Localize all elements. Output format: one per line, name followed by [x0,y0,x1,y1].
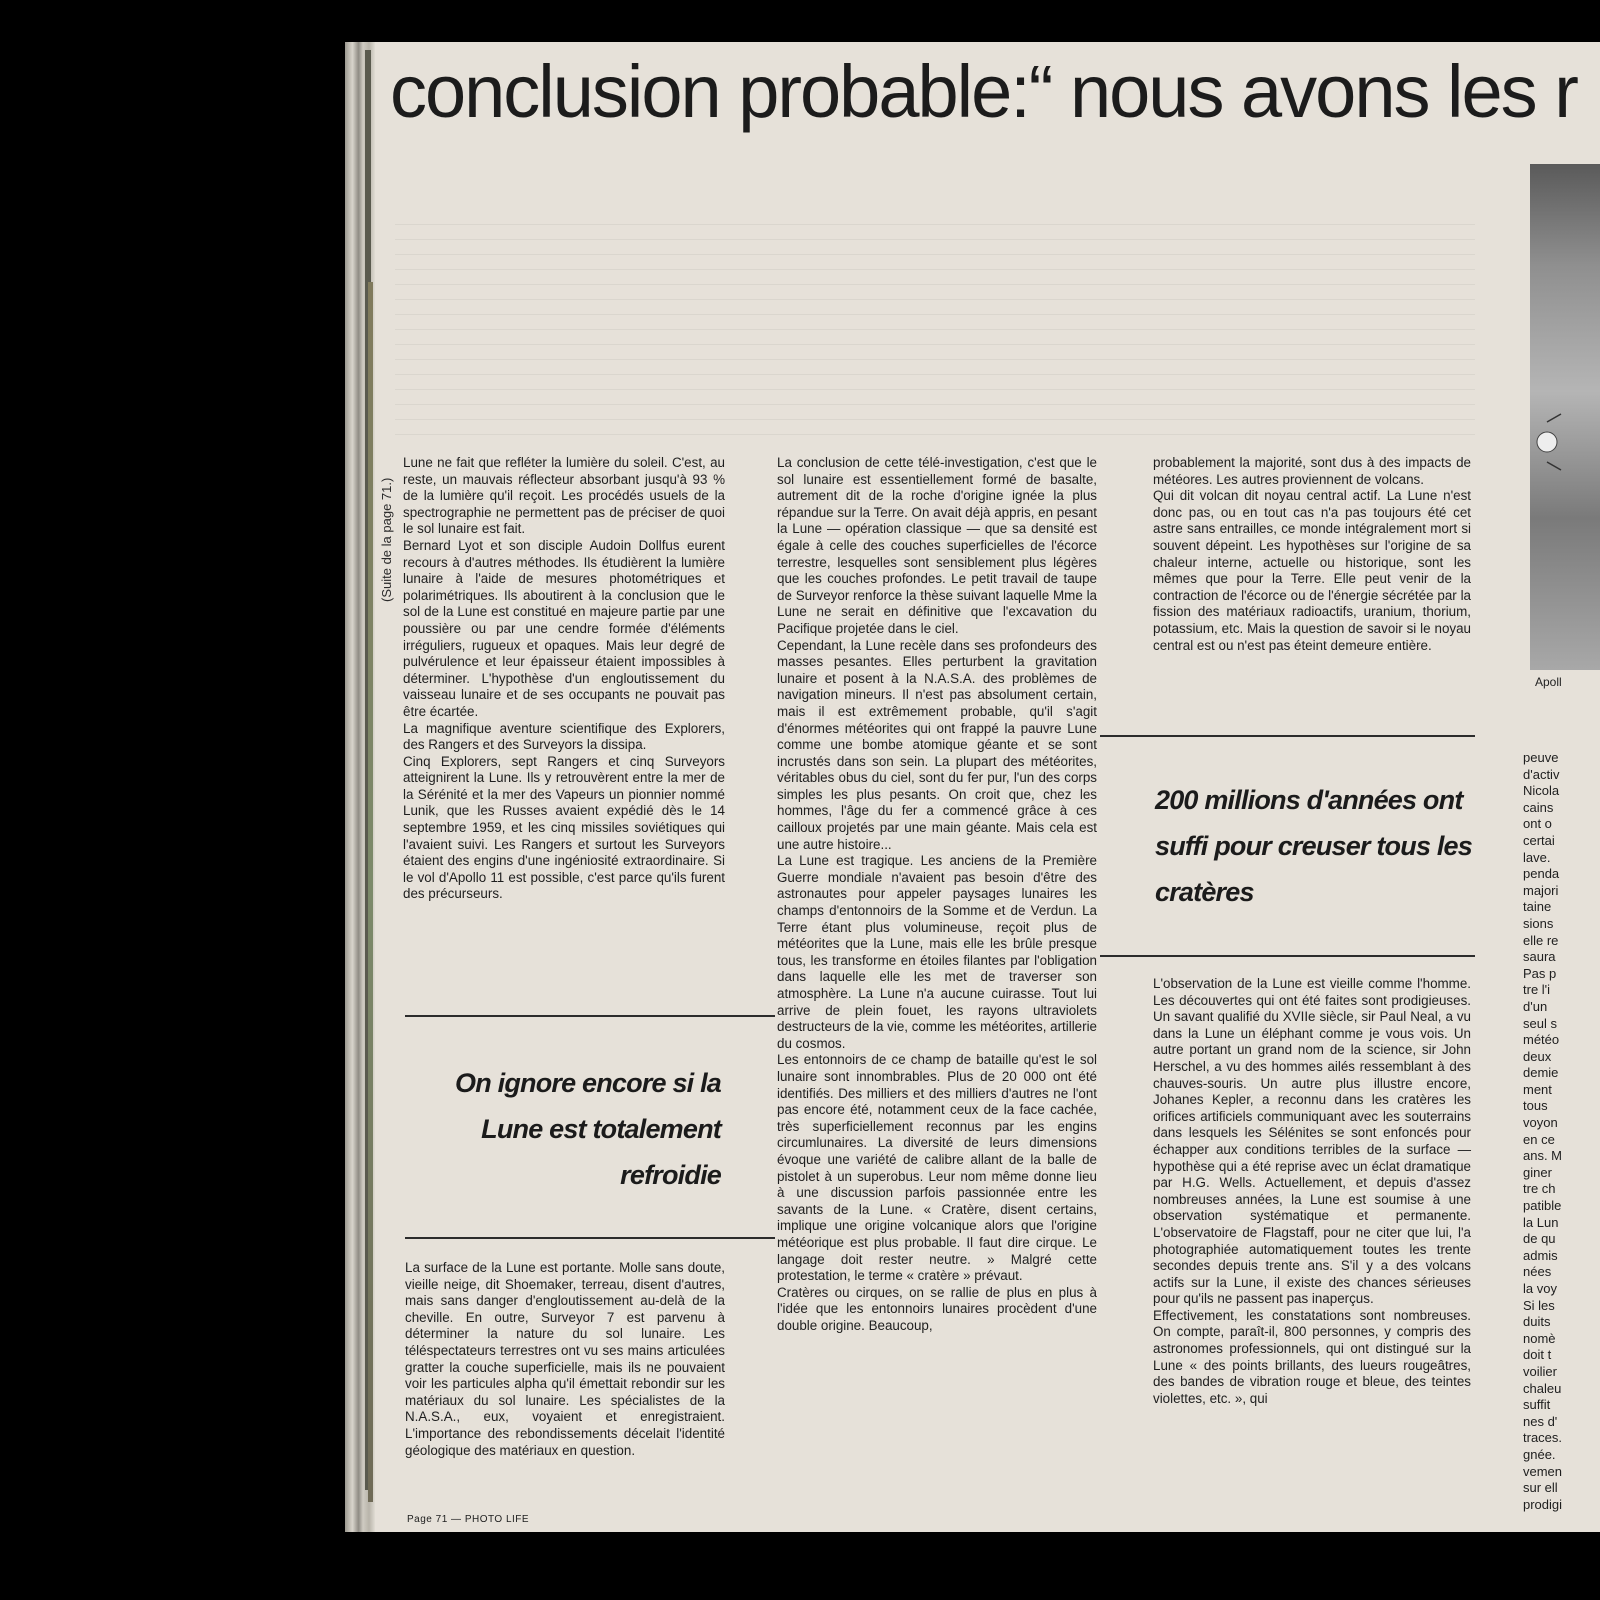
blank-lined-area [395,210,1475,440]
text-fragment: giner [1523,1164,1552,1180]
paragraph: Cinq Explorers, sept Rangers et cinq Surveyors atteignirent la Lune. Ils y retrouvèrent entre la mer de la Sérénité et la mer des Vapeurs un pionnier nommé Lunik, que les Russes avaient expédié dès le 14 septembre 1959, et les cinq missiles soviétiques qui l'avaient suivi. Les Rangers et surtout les Surveyors étaient des engins d'une ingéniosité extraordinaire. Si le vol d'Apollo 11 est possible, c'est parce qu'ils furent des précurseurs. [403,753,725,902]
rule-divider [1100,955,1475,957]
column-4-cut [1523,750,1600,1513]
text-fragment: seul s [1523,1015,1557,1031]
text-fragment: Nicola [1523,783,1560,799]
text-fragment: Si les [1523,1297,1555,1313]
spine-edge-bar-colored [368,282,373,1502]
paragraph: Lune ne fait que refléter la lumière du soleil. C'est, au reste, un mauvais réflecteur absorbant jusqu'à 93 % de la lumière qu'il reçoit. Les procédés usuels de la spectrographie ne permettent pas de préciser de quoi le sol lunaire est fait. [403,455,725,537]
text-fragment: voyon [1523,1115,1558,1131]
text-fragment: en ce [1523,1131,1555,1147]
text-fragment: d'un [1523,998,1548,1014]
text-fragment: lave. [1523,849,1551,865]
text-fragment: Pas p [1523,965,1557,981]
paragraph: Effectivement, les constatations sont nombreuses. On compte, paraît-il, 800 personnes, y compris des astronomes professionnels, qui ont distingué sur la Lune « des points brillants, des lueurs rougeâtres, des bandes de vibration rouge et bleue, des teintes violettes, etc. », qui [1153,1307,1471,1406]
subhead-refroidie: On ignore encore si la Lune est totalement refroidie [455,1068,721,1190]
paragraph: La Lune est tragique. Les anciens de la Première Guerre mondiale n'avaient pas besoin d'être des astronautes pour appeler paysages lunaires les champs d'entonnoirs de la Somme et de Verdun. La Terre étant plus volumineuse, reçoit plus de météorites que la Lune, mais elle les brûle presque tous, les transforme en étoiles filantes par l'obligation dans laquelle elle les met de traverser son atmosphère. La Lune n'a aucune cuirasse. Tout lui arrive de plein fouet, les rayons ultraviolets destructeurs de la vie, comme les météorites, artillerie du cosmos. [777,853,1098,1051]
text-fragment: peuve [1523,750,1559,765]
text-fragment: prodigi [1523,1496,1563,1512]
paragraph: La magnifique aventure scientifique des Explorers, des Rangers et des Surveyors la dissipa. [403,720,725,753]
paragraph: Les entonnoirs de ce champ de bataille qu'est le sol lunaire sont innombrables. Plus de 20 000 ont été identifiés. Des milliers et des milliers d'autres ne l'ont pas encore été, notamment ceux de la face cachée, très superficiellement reconnus par les engins circumlunaires. La diversité de leurs dimensions évoque une variété de calibre allant de la balle de pistolet à un superobus. Leur nom même donne lieu à une discussion parfois passionnée entre les savants de la Lune. « Cratère, disent certains, implique une origine volcanique alors que l'origine météorique est plus probable. Il faut dire cirque. Le langage doit rester neutre. » Malgré cette protestation, le terme « cratère » prévaut. [777,1052,1097,1284]
text-fragment: suffit [1523,1397,1551,1413]
text-fragment: sions [1523,915,1554,931]
text-fragment: tre l'i [1523,982,1551,998]
text-fragment: doit t [1523,1347,1552,1363]
text-fragment: demie [1523,1065,1559,1081]
text-fragment: certai [1523,832,1555,848]
text-fragment: chaleu [1523,1380,1562,1396]
text-fragment: nes d' [1523,1413,1558,1429]
continued-note: (Suite de la page 71.) [379,477,394,602]
text-fragment: traces. [1523,1430,1563,1446]
paragraph: Cependant, la Lune recèle dans ses profondeurs des masses pesantes. Elles perturbent la gravitation lunaire et posent à la N.A.S.A. des problèmes de navigation mineurs. Il n'est pas absolument certain, mais il est extrêmement probable, qu'il s'agit d'énormes météorites qui ont frappé la pauvre Lune comme une bombe atomique géante et se sont incrustés dans son sein. La plupart des météorites, véritables obus du ciel, sont du fer pur, l'un des corps simples les plus pesants. On croit que, chez les hommes, l'âge du fer a commencé grâce à ces cailloux projetés par une main géante. Mais cela est une autre histoire... [777,637,1097,852]
text-fragment: taine [1523,899,1552,915]
text-fragment: vemen [1523,1463,1563,1479]
text-fragment: saura [1523,949,1556,965]
text-fragment: d'activ [1523,766,1560,782]
text-fragment: elle re [1523,932,1559,948]
text-fragment: ans. M [1523,1148,1563,1164]
subhead-crateres: 200 millions d'années ont suffi pour creuser tous les cratères [1155,785,1472,907]
paragraph: Bernard Lyot et son disciple Audoin Dollfus eurent recours à d'autres méthodes. Ils étudièrent la lumière lunaire à l'aide de mesures photométriques et polarimétriques. Ils aboutirent à la conclusion que le sol de la Lune est constitué en majeure partie par une poussière ou par une cendre formée d'éléments irréguliers, rugueux et opaques. Mais leur degré de pulvérulence et leur épaisseur étaient impossibles à déterminer. L'hypothèse d'un engloutissement du vaisseau lunaire et de ses occupants ne pouvait pas être écartée. [403,537,725,719]
column-1 [403,455,725,903]
text-fragment: tre ch [1523,1181,1556,1197]
photo-caption: Apoll [1535,675,1562,689]
text-fragment: la Lun [1523,1214,1559,1230]
rule-divider [405,1237,775,1239]
paragraph: probablement la majorité, sont dus à des impacts de météores. Les autres proviennent de volcans. [1153,455,1471,487]
column-2 [777,455,1097,1334]
rule-divider [1100,735,1475,737]
column-1-lower [405,1260,725,1459]
column-3-lower [1153,976,1471,1407]
text-fragment: penda [1523,866,1560,882]
text-fragment: gnée. [1523,1446,1556,1462]
text-fragment: météo [1523,1032,1560,1048]
column-3 [1153,455,1471,654]
magazine-page [345,42,1600,1532]
spacecraft-icon [1535,412,1565,472]
text-fragment: patible [1523,1198,1562,1214]
text-fragment: de qu [1523,1231,1556,1247]
paragraph: Qui dit volcan dit noyau central actif. La Lune n'est donc pas, ou en tout cas n'a pas toujours été cet astre sans entrailles, ce monde intégralement mort si souvent dépeint. Les hypothèses sur l'origine de sa chaleur interne, actuelle ou historique, sont les mêmes que pour la Terre. Elle peut venir de la contraction de l'écorce ou de l'énergie sécrétée par la fission des matériaux radioactifs, uranium, thorium, potassium, etc. Mais la question de savoir si le noyau central est ou n'est pas éteint demeure entière. [1153,488,1471,653]
text-fragment: sur ell [1523,1480,1558,1496]
text-fragment: tous [1523,1098,1548,1114]
text-fragment: ment [1523,1081,1552,1097]
text-fragment: la voy [1523,1281,1557,1296]
page-footer: Page 71 — PHOTO LIFE [407,1514,530,1525]
paragraph: Cratères ou cirques, on se rallie de plus en plus à l'idée que les entonnoirs lunaires procèdent d'une double origine. Beaucoup, [777,1284,1097,1333]
text-fragment: admis [1523,1247,1558,1263]
rule-divider [405,1015,775,1017]
text-fragment: nomè [1523,1330,1556,1346]
text-fragment: cains [1523,799,1554,815]
text-fragment: ont o [1523,816,1552,832]
text-fragment: nées [1523,1264,1552,1280]
paragraph: L'observation de la Lune est vieille comme l'homme. Les découvertes qui ont été faites sont prodigieuses. Un savant qualifié du XVIIe siècle, sir Paul Neal, a vu dans la Lune un éléphant comme je vous vois. Un autre portant un grand nom de la science, sir John Herschel, a vu des hommes ailés ressemblant à des chauves-souris. Un autre plus illustre encore, Johanes Kepler, a reconnu dans les cratères les orifices artificiels communiquant avec les souterrains dans lesquels les Sélénites se sont enfoncés pour échapper aux conditions terribles de la surface — hypothèse qui a été reprise avec un éclat dramatique par H.G. Wells. Actuellement, et depuis d'assez nombreuses années, la Lune est soumise à une observation systématique et permanente. L'observatoire de Flagstaff, pour ne citer que lui, l'a photographiée automatiquement toutes les trente secondes depuis trente ans. S'il y a des volcans actifs sur la Lune, il existe des chances sérieuses pour qu'ils ne passent pas inaperçus. [1153,976,1471,1307]
paragraph: La conclusion de cette télé-investigation, c'est que le sol lunaire est essentiellement formé de basalte, autrement dit de la roche d'origine ignée la plus répandue sur la Terre. On avait déjà appris, en pesant la Lune — opération classique — que sa densité est égale à celle des couches superficielles de l'écorce terrestre, lesquelles sont sensiblement plus légères que les couches profondes. Le petit travail de taupe de Surveyor renforce la thèse suivant laquelle Mme la Lune ne serait en définitive que l'excavation du Pacifique projetée dans le ciel. [777,455,1097,636]
text-fragment: deux [1523,1048,1552,1064]
paragraph: La surface de la Lune est portante. Molle sans doute, vieille neige, dit Shoemaker, terreau, disent d'autres, mais sans danger d'engloutissement au-delà de la cheville. En outre, Surveyor 7 est parvenu à déterminer la nature du sol lunaire. Les téléspectateurs terrestres ont vu ses mains articulées gratter la couche superficielle, mais ils ne pouvaient voir les particules alpha qu'il émettait rebondir sur les matériaux du sol lunaire. Les spécialistes de la N.A.S.A., eux, voyaient et enregistraient. L'importance des rebondissements décelait l'identité géologique des matériaux en question. [405,1260,725,1458]
text-fragment: voilier [1523,1363,1557,1379]
headline: conclusion probable:“ nous avons les r [390,50,1577,133]
text-fragment: majori [1523,882,1559,898]
text-fragment: duits [1523,1314,1551,1330]
